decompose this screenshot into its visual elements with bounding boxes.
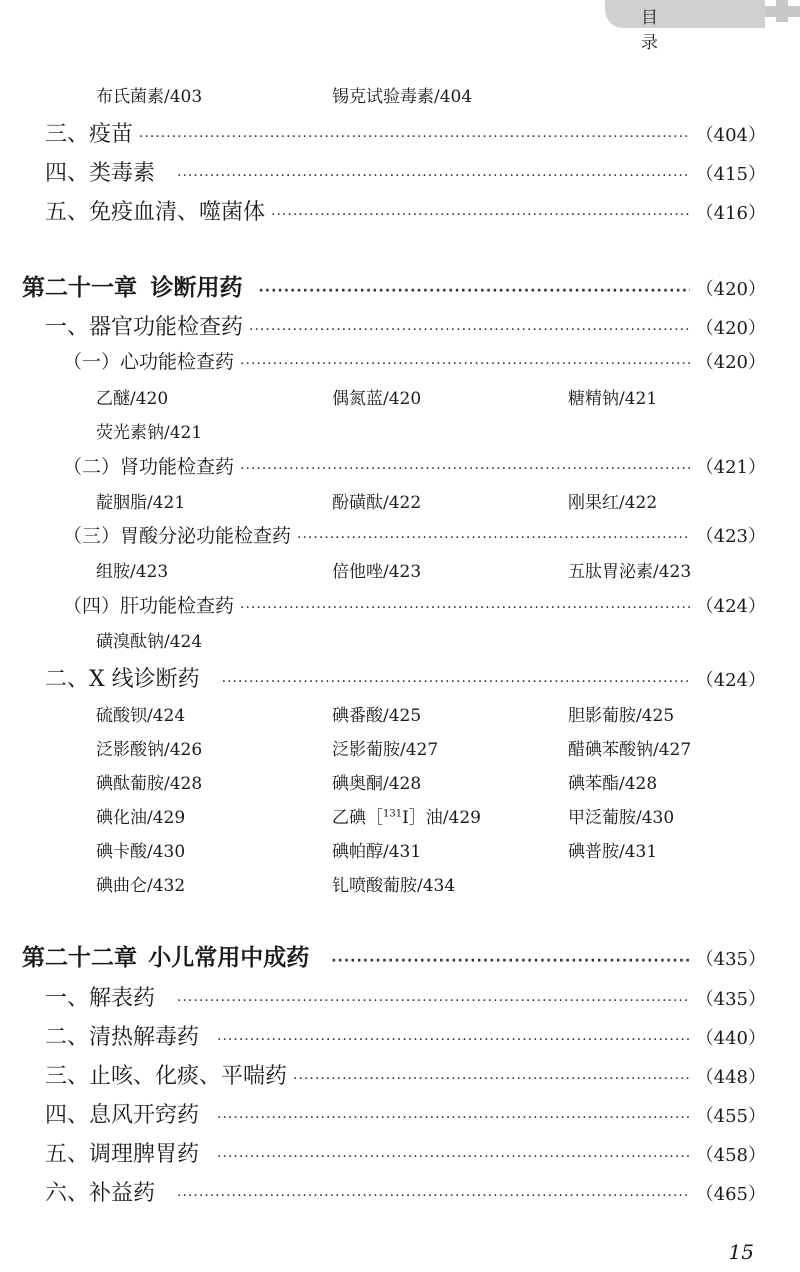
toc-entry-organ[interactable] [45,310,766,341]
drug-item: 荧光素钠/421 [96,423,203,443]
leader-dots [177,1188,690,1204]
running-header [605,0,800,53]
entry-title: 五、调理脾胃药 [45,1142,200,1167]
drug-item: 泛影酸钠/426 [96,740,203,760]
toc-entry-t2[interactable] [45,1020,766,1051]
drug-item-iodine131: 乙碘［$^{131}$I］油/429 [332,808,481,828]
entry-title: 二、清热解毒药 [45,1025,200,1050]
leader-dots [271,207,690,223]
leader-dots [139,129,690,145]
leader-dots [217,1032,690,1048]
drug-item: 硫酸钡/424 [96,706,186,726]
entry-title: （三）胃酸分泌功能检查药 [63,525,292,547]
entry-page: （420） [695,279,766,300]
plus-icon [765,0,800,28]
page-number: 15 [728,1240,754,1264]
chapter-number: 第二十二章 [22,945,137,971]
entry-title: 一、器官功能检查药 [45,315,244,340]
leader-dots [331,953,689,969]
entry-title: 五、免疫血清、噬菌体 [45,200,266,225]
drug-item: 碘化油/429 [96,808,186,828]
drug-item: 五肽胃泌素/423 [568,562,692,582]
toc-entry-t6[interactable] [45,1176,766,1207]
drug-item: 钆喷酸葡胺/434 [332,876,456,896]
leader-dots [258,283,689,299]
toc-chapter-22[interactable] [22,939,766,972]
toc-sub-heart[interactable] [63,347,766,374]
drug-item: 醋碘苯酸钠/427 [568,740,692,760]
entry-page: （435） [695,949,766,970]
drug-item: 偶氮蓝/420 [332,389,422,409]
drug-item: 碘苯酯/428 [568,774,658,794]
leader-dots [177,168,690,184]
entry-page: （435） [695,989,766,1010]
drug-item: 糖精钠/421 [568,389,658,409]
toc-chapter-21[interactable] [22,269,766,302]
entry-page: （455） [695,1106,766,1127]
toc-sub-gastric[interactable] [63,521,766,548]
entry-page: （415） [695,164,766,185]
entry-title: 六、补益药 [45,1181,156,1206]
drug-item: 倍他唑/423 [332,562,422,582]
entry-page: （404） [695,125,766,146]
isotope-superscript: 131 [383,808,403,820]
toc-entry-vaccine[interactable] [45,117,766,148]
entry-title: 二、X 线诊断药 [45,667,200,692]
drug-item: 布氏菌素/403 [96,87,203,107]
drug-item: 碘酞葡胺/428 [96,774,203,794]
toc-entry-t5[interactable] [45,1137,766,1168]
drug-item: 泛影葡胺/427 [332,740,439,760]
toc-sub-kidney[interactable] [63,452,766,479]
toc-entry-t1[interactable] [45,981,766,1012]
toc-entry-serum[interactable] [45,195,766,226]
entry-title: 一、解表药 [45,986,156,1011]
leader-dots [240,600,690,616]
drug-item: 碘普胺/431 [568,842,658,862]
drug-item: 碘番酸/425 [332,706,422,726]
leader-dots [240,356,690,372]
chapter-title: 诊断用药 [150,275,243,301]
header-tab [605,0,765,53]
drug-item: 碘奥酮/428 [332,774,422,794]
drug-item: 组胺/423 [96,562,169,582]
chapter-title: 小儿常用中成药 [148,945,310,971]
entry-page: （424） [695,596,766,617]
entry-title: 四、息风开窍药 [45,1103,200,1128]
entry-page: （420） [695,352,766,373]
leader-dots [217,1149,690,1165]
leader-dots [217,1110,690,1126]
drug-item: 乙醚/420 [96,389,169,409]
leader-dots [222,674,690,690]
leader-dots [249,322,690,338]
leader-dots [297,530,690,546]
drug-item: 刚果红/422 [568,493,658,513]
drug-item: 磺溴酞钠/424 [96,632,203,652]
entry-page: （421） [695,457,766,478]
leader-dots [177,993,690,1009]
entry-title: （一）心功能检查药 [63,351,235,373]
drug-item: 甲泛葡胺/430 [568,808,675,828]
toc-sub-liver[interactable] [63,591,766,618]
entry-title: （四）肝功能检查药 [63,595,235,617]
entry-title: 四、类毒素 [45,161,156,186]
drug-item: 锡克试验毒素/404 [332,87,473,107]
entry-page: （448） [695,1067,766,1088]
chapter-number: 第二十一章 [22,275,137,301]
entry-page: （420） [695,318,766,339]
entry-title: （二）肾功能检查药 [63,456,235,478]
entry-page: （416） [695,203,766,224]
leader-dots [240,461,690,477]
entry-page: （440） [695,1028,766,1049]
entry-page: （423） [695,526,766,547]
toc-entry-xray[interactable] [45,662,766,693]
toc-entry-t3[interactable] [45,1059,766,1090]
header-label: 目 录 [641,8,694,53]
drug-item: 碘帕醇/431 [332,842,422,862]
entry-page: （424） [695,670,766,691]
drug-item: 胆影葡胺/425 [568,706,675,726]
drug-item: 碘曲仑/432 [96,876,186,896]
entry-title: 三、止咳、化痰、平喘药 [45,1064,288,1089]
drug-item: 碘卡酸/430 [96,842,186,862]
leader-dots [293,1071,690,1087]
toc-entry-t4[interactable] [45,1098,766,1129]
toc-entry-toxoid[interactable] [45,156,766,187]
drug-item: 靛胭脂/421 [96,493,186,513]
drug-item: 酚磺酞/422 [332,493,422,513]
entry-page: （458） [695,1145,766,1166]
entry-title: 三、疫苗 [45,122,134,147]
entry-page: （465） [695,1184,766,1205]
